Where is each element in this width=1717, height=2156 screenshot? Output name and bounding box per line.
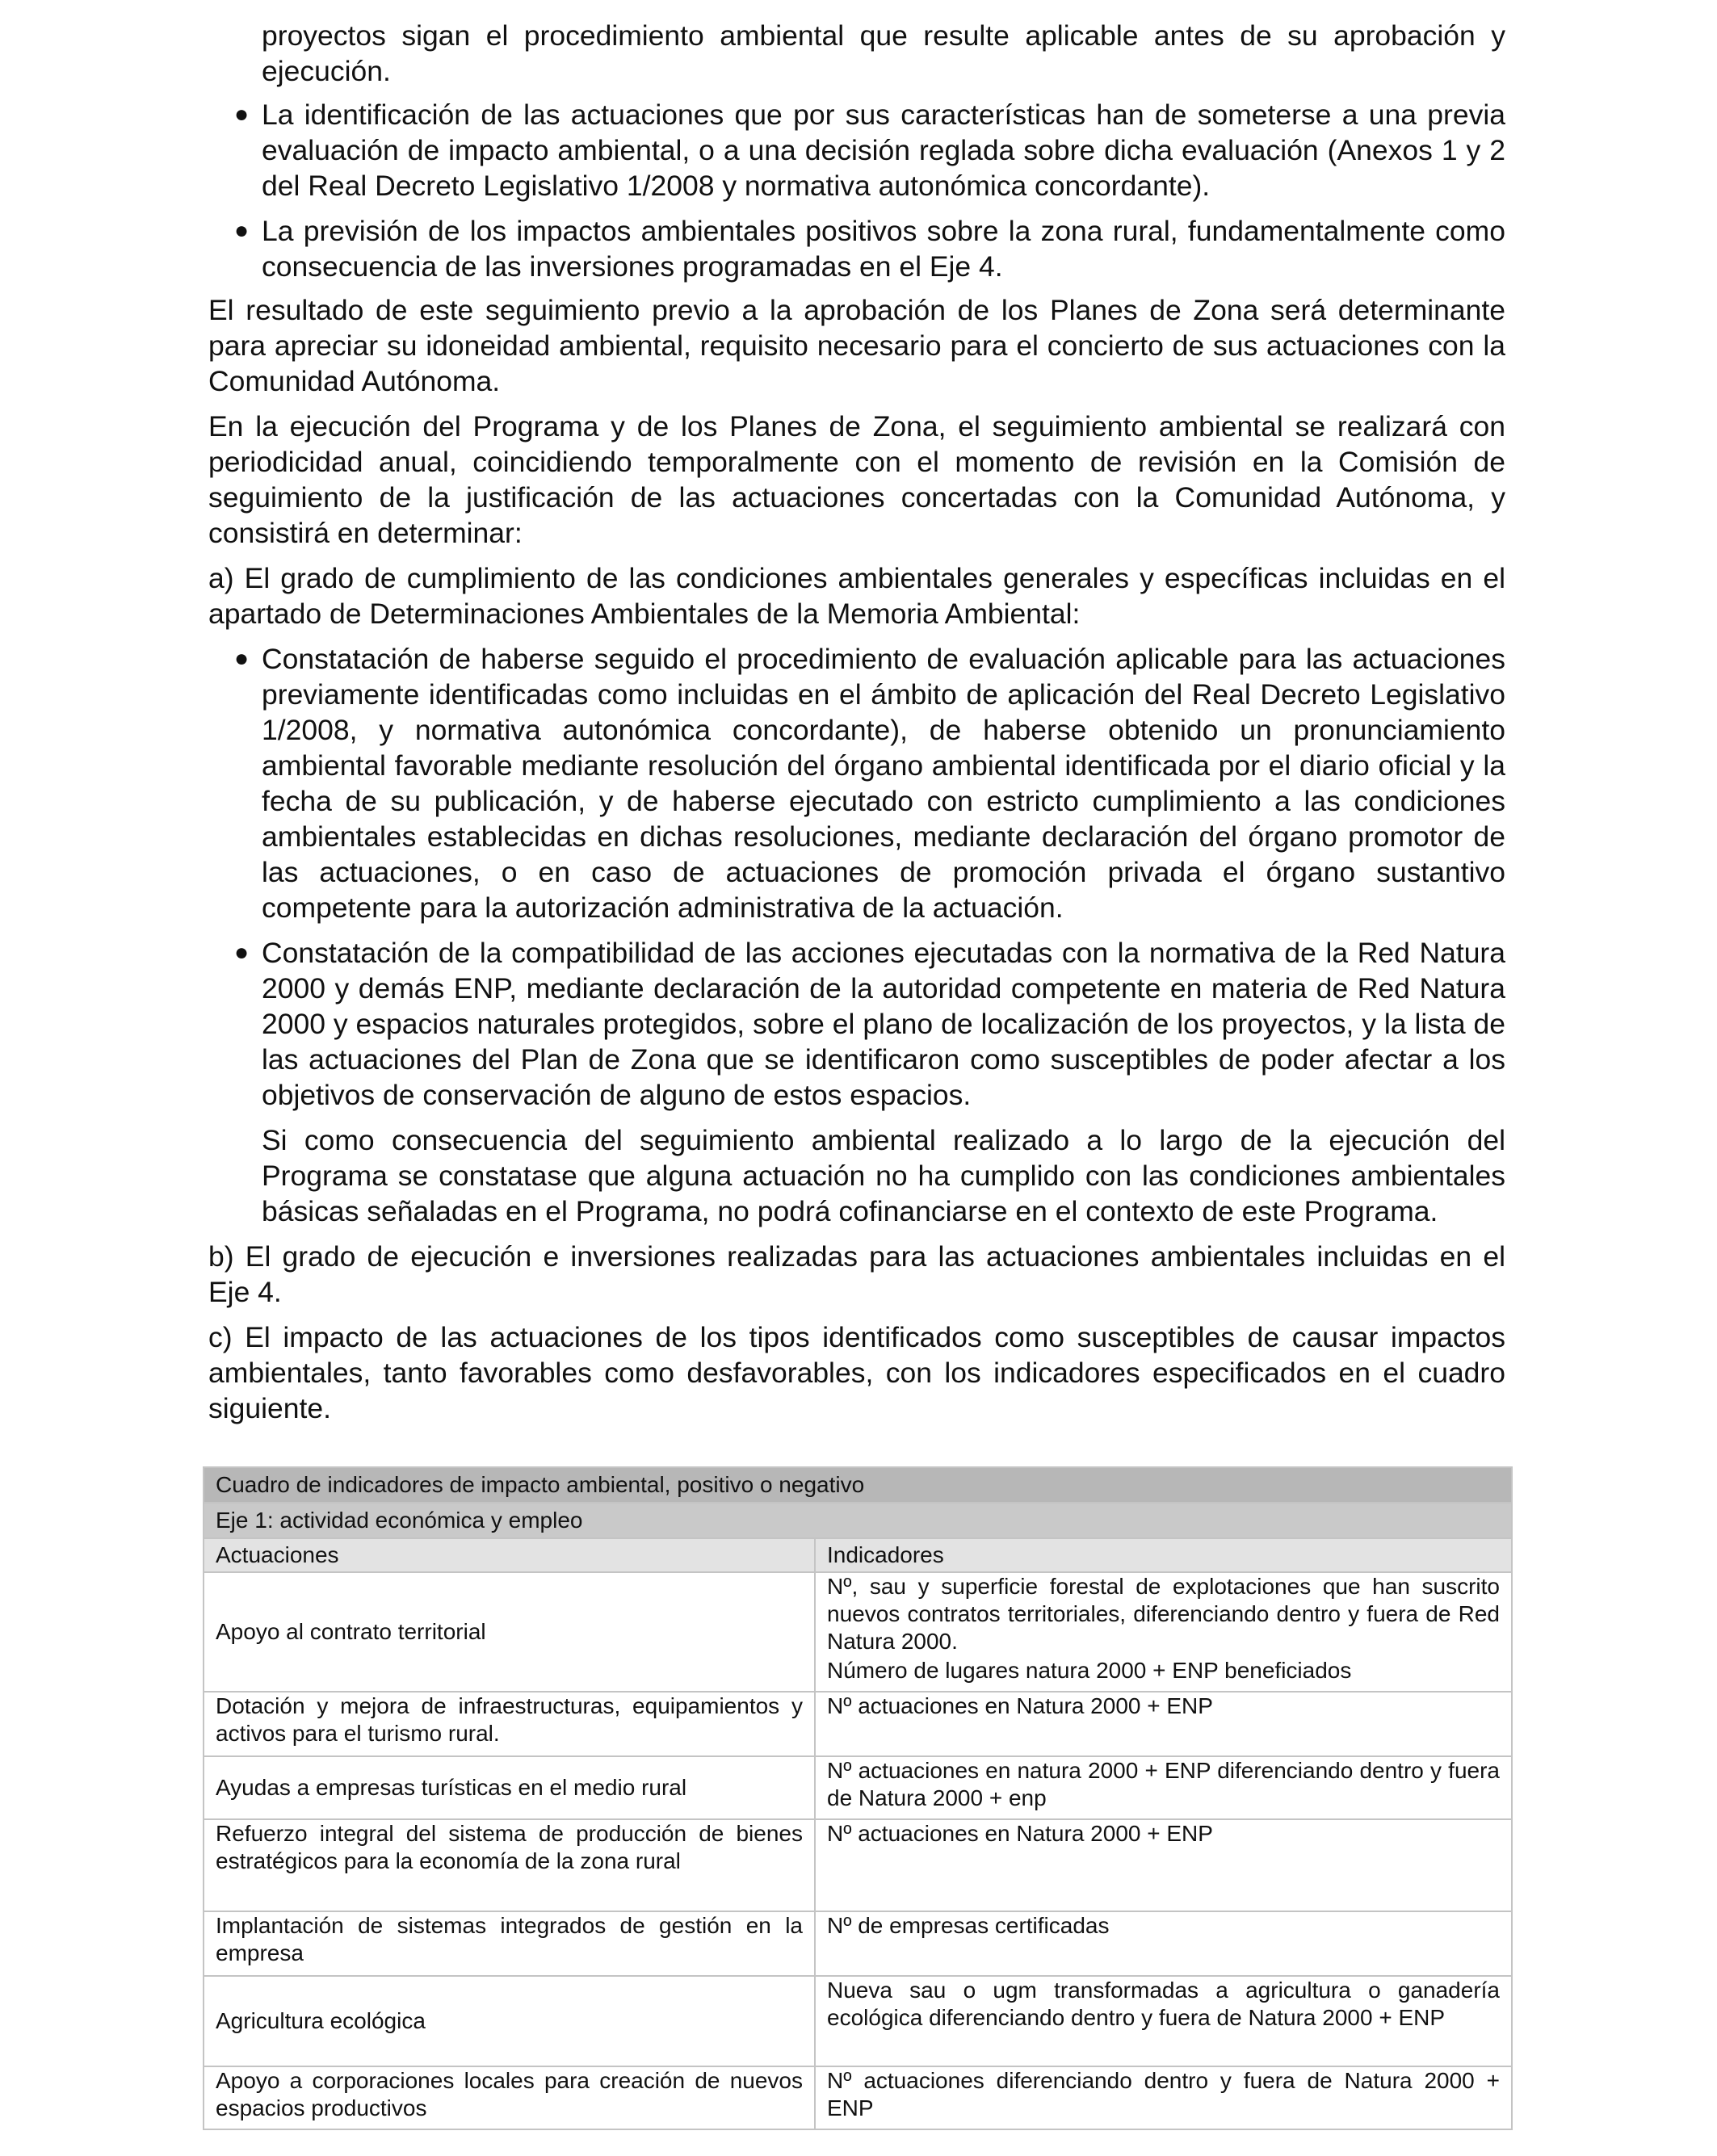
paragraph-b: b) El grado de ejecución e inversiones realizadas para las actuaciones ambientales incluidas en el Eje 4. <box>208 1240 1505 1308</box>
table-row <box>204 1572 1512 1692</box>
bullet-icon: ● <box>234 217 250 244</box>
table-title: Cuadro de indicadores de impacto ambiental, positivo o negativo <box>204 1467 1512 1503</box>
indicador-text: Nº, sau y superficie forestal de explotaciones que han suscrito nuevos contratos territoriales, diferenciando dentro y fuera de Red Natura 2000. <box>827 1574 1500 1654</box>
table-row <box>204 1911 1512 1976</box>
actuacion-cell: Refuerzo integral del sistema de producción de bienes estratégicos para la economía de la zona rural <box>204 1819 815 1911</box>
actuacion-cell: Dotación y mejora de infraestructuras, equipamientos y activos para el turismo rural. <box>204 1692 815 1756</box>
a-bullet-item: ● Constatación de la compatibilidad de las acciones ejecutadas con la normativa de la Red Natura 2000 y demás ENP, mediante declaración de la autoridad competente en materia de Red Natura 2000 y espacios naturales protegidos, sobre el plano de localización de los proyectos, y la lista de las actuaciones del Plan de Zona que se identificaron como susceptibles de poder afectar a los objetivos de conservación de alguno de estos espacios. <box>234 937 1505 1111</box>
intro-bullet-list <box>208 97 1505 284</box>
actuacion-cell: Apoyo a corporaciones locales para creación de nuevos espacios productivos <box>204 2066 815 2129</box>
indicador-cell: Nueva sau o ugm transformadas a agricultura o ganadería ecológica diferenciando dentro y fuera de Natura 2000 + ENP <box>815 1976 1512 2066</box>
table-row <box>204 2066 1512 2129</box>
bullet-icon: ● <box>234 645 250 672</box>
table-subtitle: Eje 1: actividad económica y empleo <box>204 1503 1512 1538</box>
indicador-text-secondary: Número de lugares natura 2000 + ENP beneficiados <box>827 1658 1352 1683</box>
actuacion-cell: Ayudas a empresas turísticas en el medio rural <box>204 1756 815 1819</box>
actuacion-cell: Agricultura ecológica <box>204 1976 815 2066</box>
bullet-icon: ● <box>234 939 250 966</box>
document-body <box>208 18 1505 1426</box>
intro-bullet-item: ● La identificación de las actuaciones que por sus características han de someterse a una previa evaluación de impacto ambiental, o a una decisión reglada sobre dicha evaluación (Anexos 1 y 2 del Real Decreto Legislativo 1/2008 y normativa autonómica concordante). <box>234 99 1505 202</box>
column-header-indicadores: Indicadores <box>815 1538 1512 1572</box>
indicador-cell: Nº actuaciones diferenciando dentro y fuera de Natura 2000 + ENP <box>815 2066 1512 2129</box>
column-header-actuaciones: Actuaciones <box>204 1538 815 1572</box>
actuacion-cell: Apoyo al contrato territorial <box>204 1572 815 1692</box>
paragraph-resultado: El resultado de este seguimiento previo a la aprobación de los Planes de Zona será determinante para apreciar su idoneidad ambiental, requisito necesario para el concierto de sus actuaciones con la Comunidad Autónoma. <box>208 294 1505 397</box>
table-row <box>204 1756 1512 1819</box>
table-title-row <box>204 1467 1512 1503</box>
indicador-cell: Nº actuaciones en natura 2000 + ENP diferenciando dentro y fuera de Natura 2000 + enp <box>815 1756 1512 1819</box>
a-bullet-item: ● Constatación de haberse seguido el procedimiento de evaluación aplicable para las actuaciones previamente identificadas como incluidas en el ámbito de aplicación del Real Decreto Legislativo 1/2008, y normativa autonómica concordante), de haberse obtenido un pronunciamiento ambiental favorable mediante resolución del órgano ambiental identificada por el diario oficial y la fecha de su publicación, y de haberse ejecutado con estricto cumplimiento a las condiciones ambientales establecidas en dichas resoluciones, mediante declaración del órgano promotor de las actuaciones, o en caso de actuaciones de promoción privada el órgano sustantivo competente para la autorización administrativa de la actuación. <box>234 643 1505 924</box>
indicador-cell: Nº actuaciones en Natura 2000 + ENP <box>815 1692 1512 1756</box>
paragraph-ejecucion: En la ejecución del Programa y de los Planes de Zona, el seguimiento ambiental se realizará con periodicidad anual, coincidiendo temporalmente con el momento de revisión en la Comisión de seguimiento de la justificación de las actuaciones concertadas con la Comunidad Autónoma, y consistirá en determinar: <box>208 410 1505 549</box>
indicators-table <box>203 1466 1513 2130</box>
intro-continuation: proyectos sigan el procedimiento ambiental que resulte aplicable antes de su aprobación y ejecución. <box>262 19 1505 87</box>
a-note: Si como consecuencia del seguimiento ambiental realizado a lo largo de la ejecución del Programa se constatase que alguna actuación no ha cumplido con las condiciones ambientales básicas señaladas en el Programa, no podrá cofinanciarse en el contexto de este Programa. <box>262 1124 1505 1227</box>
indicador-cell: Nº actuaciones en Natura 2000 + ENP <box>815 1819 1512 1911</box>
table-header-row <box>204 1538 1512 1572</box>
indicador-cell <box>815 1572 1512 1692</box>
intro-bullet-item: ● La previsión de los impactos ambientales positivos sobre la zona rural, fundamentalmente como consecuencia de las inversiones programadas en el Eje 4. <box>234 215 1505 283</box>
actuacion-cell: Implantación de sistemas integrados de gestión en la empresa <box>204 1911 815 1976</box>
paragraph-a: a) El grado de cumplimiento de las condiciones ambientales generales y específicas incluidas en el apartado de Determinaciones Ambientales de la Memoria Ambiental: <box>208 562 1505 630</box>
table-subtitle-row <box>204 1503 1512 1538</box>
table-row <box>204 1819 1512 1911</box>
indicador-cell: Nº de empresas certificadas <box>815 1911 1512 1976</box>
bullet-icon: ● <box>234 101 250 128</box>
table-row <box>204 1976 1512 2066</box>
paragraph-c: c) El impacto de las actuaciones de los tipos identificados como susceptibles de causar impactos ambientales, tanto favorables como desfavorables, con los indicadores especificados en el cuadro siguiente. <box>208 1321 1505 1424</box>
a-bullet-list <box>208 641 1505 1113</box>
table-row <box>204 1692 1512 1756</box>
